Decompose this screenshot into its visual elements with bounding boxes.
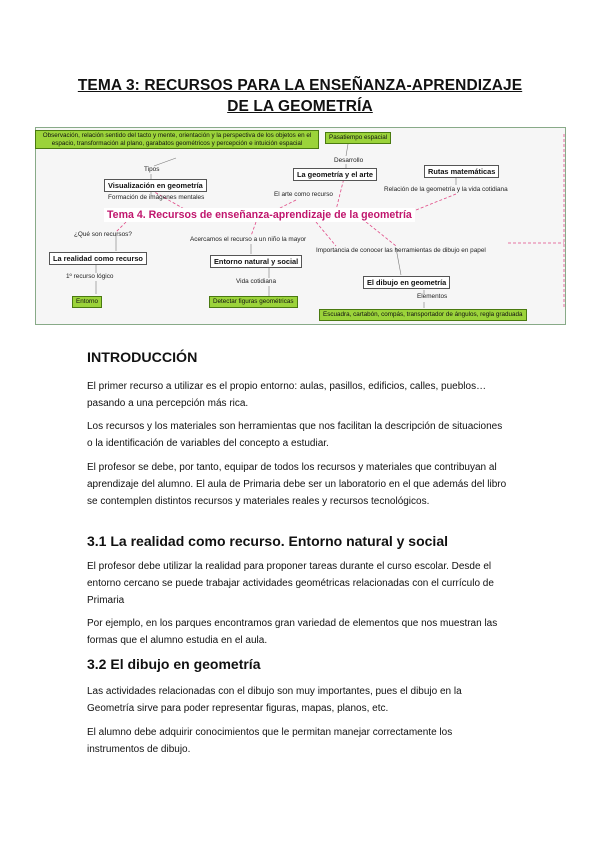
label-importancia: Importancia de conocer las herramientas de dibujo en papel (316, 247, 486, 254)
paragraph-intro-3: El profesor se debe, por tanto, equipar de todos los recursos y materiales que contribuyan al aprendizaje del alumno. El aula de Primaria debe ser un laboratorio en el que además del libro se contemplen distintos recursos y materiales reales y recursos tecnológicos. (87, 462, 507, 507)
node-escuadra: Escuadra, cartabón, compás, transportador de ángulos, regla graduada (319, 309, 527, 321)
node-entorno: Entorno natural y social (210, 255, 302, 268)
paragraph-3-2-b: El alumno debe adquirir conocimientos que le permitan manejar correctamente los instrumentos de dibujo. (87, 727, 453, 755)
node-observacion: Observación, relación sentido del tacto y mente, orientación y la perspectiva de los objetos en el espacio, transformación al plano, garabatos geométricos y percepción e intuición espacial (35, 130, 319, 149)
paragraph-intro-1: El primer recurso a utilizar es el propio entorno: aulas, pasillos, edificios, calles, pueblos…pasando a una percepción más rica. (87, 381, 487, 409)
label-arte-recurso: El arte como recurso (274, 191, 333, 198)
node-geometria-arte: La geometría y el arte (293, 168, 377, 181)
node-pasatiempo: Pasatiempo espacial (325, 132, 391, 144)
paragraph-3-1-a: El profesor debe utilizar la realidad para proponer tareas durante el curso escolar. Desde el entorno cercano se puede trabajar actividades geométricas relacionadas con el currículo de Primaria (87, 561, 494, 606)
central-topic: Tema 4. Recursos de enseñanza-aprendizaje de la geometría (104, 208, 415, 222)
node-entorno-green: Entorno (72, 296, 102, 308)
paragraph-3-1-b: Por ejemplo, en los parques encontramos gran variedad de elementos que nos muestran las formas que el alumno estudia en el aula. (87, 618, 498, 646)
node-dibujo: El dibujo en geometría (363, 276, 450, 289)
heading-introduccion: INTRODUCCIÓN (87, 350, 198, 366)
page-title-line-2: DE LA GEOMETRÍA (227, 98, 373, 115)
node-visualizacion: Visualización en geometría (104, 179, 207, 192)
label-elementos: Elementos (417, 293, 448, 300)
node-realidad: La realidad como recurso (49, 252, 147, 265)
page-title-line-1: TEMA 3: RECURSOS PARA LA ENSEÑANZA-APRENDIZAJE (77, 77, 523, 94)
label-tipos: Tipos (144, 166, 160, 173)
label-relacion: Relación de la geometría y la vida cotidiana (384, 186, 508, 193)
paragraph-intro-2: Los recursos y los materiales son herramientas que nos facilitan la descripción de situaciones o la identificación de variables del concepto a estudiar. (87, 421, 503, 449)
heading-3-2: 3.2 El dibujo en geometría (87, 656, 261, 672)
label-primer-recurso: 1º recurso lógico (66, 273, 114, 280)
label-desarrollo: Desarrollo (334, 157, 364, 164)
node-detectar: Detectar figuras geométricas (209, 296, 298, 308)
label-vida-cotidiana: Vida cotidiana (236, 278, 277, 285)
concept-map-connectors (36, 128, 565, 324)
concept-map (35, 127, 566, 325)
heading-3-1: 3.1 La realidad como recurso. Entorno natural y social (87, 533, 448, 549)
node-rutas: Rutas matemáticas (424, 165, 499, 178)
paragraph-3-2-a: Las actividades relacionadas con el dibujo son muy importantes, pues el dibujo en la Geometría sirve para poder representar figuras, mapas, planos, etc. (87, 686, 462, 714)
label-acercamos: Acercamos el recurso a un niño la mayor (190, 236, 307, 243)
label-que-son: ¿Qué son recursos? (74, 231, 132, 238)
label-formacion: Formación de imágenes mentales (108, 194, 205, 201)
